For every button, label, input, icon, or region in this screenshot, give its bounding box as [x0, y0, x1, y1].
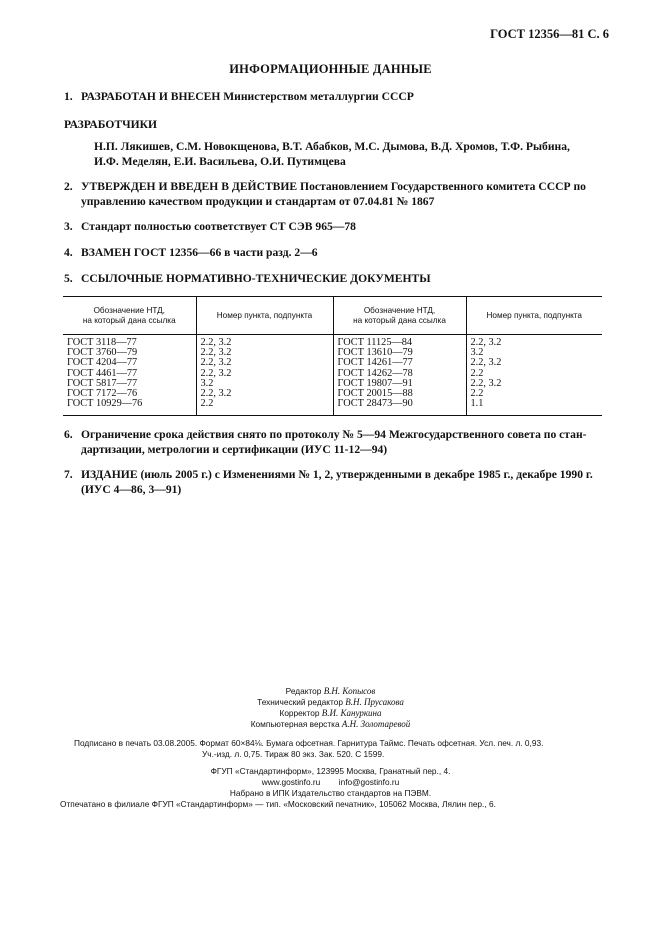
- section-3-text: Стандарт полностью соответствует СТ СЭВ 965—78: [81, 220, 356, 233]
- section-1-number: 1.: [64, 90, 73, 103]
- header-item-left: Номер пункта, подпункта: [196, 297, 333, 335]
- page-title: ИНФОРМАЦИОННЫЕ ДАННЫЕ: [229, 62, 432, 76]
- print-info-line-1: Подписано в печать 03.08.2005. Формат 60×84⅛. Бумага офсетная. Гарнитура Таймс. Печать офсетная. Усл. печ. л. 0,93.: [74, 738, 544, 748]
- table-header-row: [63, 297, 602, 335]
- section-5-number: 5.: [64, 272, 73, 285]
- developers-heading: РАЗРАБОТЧИКИ: [64, 118, 158, 131]
- section-7-number: 7.: [64, 468, 73, 481]
- developers-list: [94, 140, 604, 169]
- credit-corrector: Корректор В.И. Кануркина: [279, 708, 382, 718]
- section-7: [64, 468, 604, 497]
- reference-documents-table: [63, 296, 602, 416]
- publisher-line-3: Набрано в ИПК Издательство стандартов на ПЭВМ.: [229, 788, 432, 798]
- section-6-line-2: дартизации, метрологии и сертификации (ИУС 11-12—94): [81, 442, 388, 456]
- right-items-cell: 2.2, 3.2 3.2 2.2, 3.2 2.2 2.2, 3.2 2.2 1.1: [466, 335, 602, 416]
- right-docs-cell: ГОСТ 11125—84 ГОСТ 13610—79 ГОСТ 14261—77 ГОСТ 14262—78 ГОСТ 19807—91 ГОСТ 20015—88 ГОСТ 28473—90: [333, 335, 466, 416]
- developers-line-2: И.Ф. Меделян, Е.И. Васильева, О.И. Путимцева: [94, 154, 346, 168]
- publisher-email: info@gostinfo.ru: [338, 777, 400, 787]
- credit-editor: Редактор В.Н. Копысов: [285, 686, 376, 696]
- section-5-text: ССЫЛОЧНЫЕ НОРМАТИВНО-ТЕХНИЧЕСКИЕ ДОКУМЕНТЫ: [81, 272, 431, 285]
- section-3-number: 3.: [64, 220, 73, 233]
- section-6-number: 6.: [64, 428, 73, 441]
- credit-layout: Компьютерная верстка А.Н. Золотаревой: [250, 719, 411, 729]
- section-2-number: 2.: [64, 180, 73, 193]
- section-5: [64, 272, 604, 287]
- editorial-credits: [0, 686, 661, 730]
- credit-tech-editor: Технический редактор В.Н. Прусакова: [257, 697, 404, 707]
- publisher-info: [0, 766, 661, 799]
- section-7-line-2: (ИУС 4—86, 3—91): [81, 482, 182, 496]
- section-1: [64, 90, 604, 105]
- print-info-line-2: Уч.-изд. л. 0,75. Тираж 80 экз. Зак. 520. С 1599.: [202, 749, 385, 759]
- section-2-line-2: управлению качеством продукции и стандартам от 07.04.81 № 1867: [81, 194, 435, 208]
- print-info: [74, 738, 614, 760]
- publisher-line-1: ФГУП «Стандартинформ», 123995 Москва, Гранатный пер., 4.: [210, 766, 451, 776]
- section-3: [64, 220, 604, 235]
- table-row: [63, 335, 602, 416]
- section-2: [64, 180, 604, 209]
- section-2-line-1: УТВЕРЖДЕН И ВВЕДЕН В ДЕЙСТВИЕ Постановлением Государственного комитета СССР по: [81, 180, 586, 193]
- section-6: [64, 428, 604, 457]
- section-4-number: 4.: [64, 246, 73, 259]
- left-docs-cell: ГОСТ 3118—77 ГОСТ 3760—79 ГОСТ 4204—77 ГОСТ 4461—77 ГОСТ 5817—77 ГОСТ 7172—76 ГОСТ 10929—76: [63, 335, 196, 416]
- header-doc-left: Обозначение НТД, на который дана ссылка: [63, 297, 196, 335]
- header-doc-right: Обозначение НТД, на который дана ссылка: [333, 297, 466, 335]
- printer-info: Отпечатано в филиале ФГУП «Стандартинформ» — тип. «Московский печатник», 105062 Москва, Лялин пер., 6.: [60, 799, 496, 809]
- page-header-ref: ГОСТ 12356—81 С. 6: [490, 27, 609, 41]
- section-6-line-1: Ограничение срока действия снято по протоколу № 5—94 Межгосударственного совета по стан-: [81, 428, 587, 441]
- developers-line-1: Н.П. Лякишев, С.М. Новокщенова, В.Т. Абабков, М.С. Дымова, В.Д. Хромов, Т.Ф. Рыбина,: [94, 140, 570, 153]
- publisher-web: www.gostinfo.ru: [261, 777, 321, 787]
- section-1-text: РАЗРАБОТАН И ВНЕСЕН Министерством металлургии СССР: [81, 90, 414, 103]
- left-items-cell: 2.2, 3.2 2.2, 3.2 2.2, 3.2 2.2, 3.2 3.2 2.2, 3.2 2.2: [196, 335, 333, 416]
- header-item-right: Номер пункта, подпункта: [466, 297, 602, 335]
- section-4-text: ВЗАМЕН ГОСТ 12356—66 в части разд. 2—6: [81, 246, 318, 259]
- section-7-line-1: ИЗДАНИЕ (июль 2005 г.) с Изменениями № 1, 2, утвержденными в декабре 1985 г., декабре 1990 г.: [81, 468, 593, 481]
- section-4: [64, 246, 604, 261]
- publisher-contacts: [0, 777, 661, 788]
